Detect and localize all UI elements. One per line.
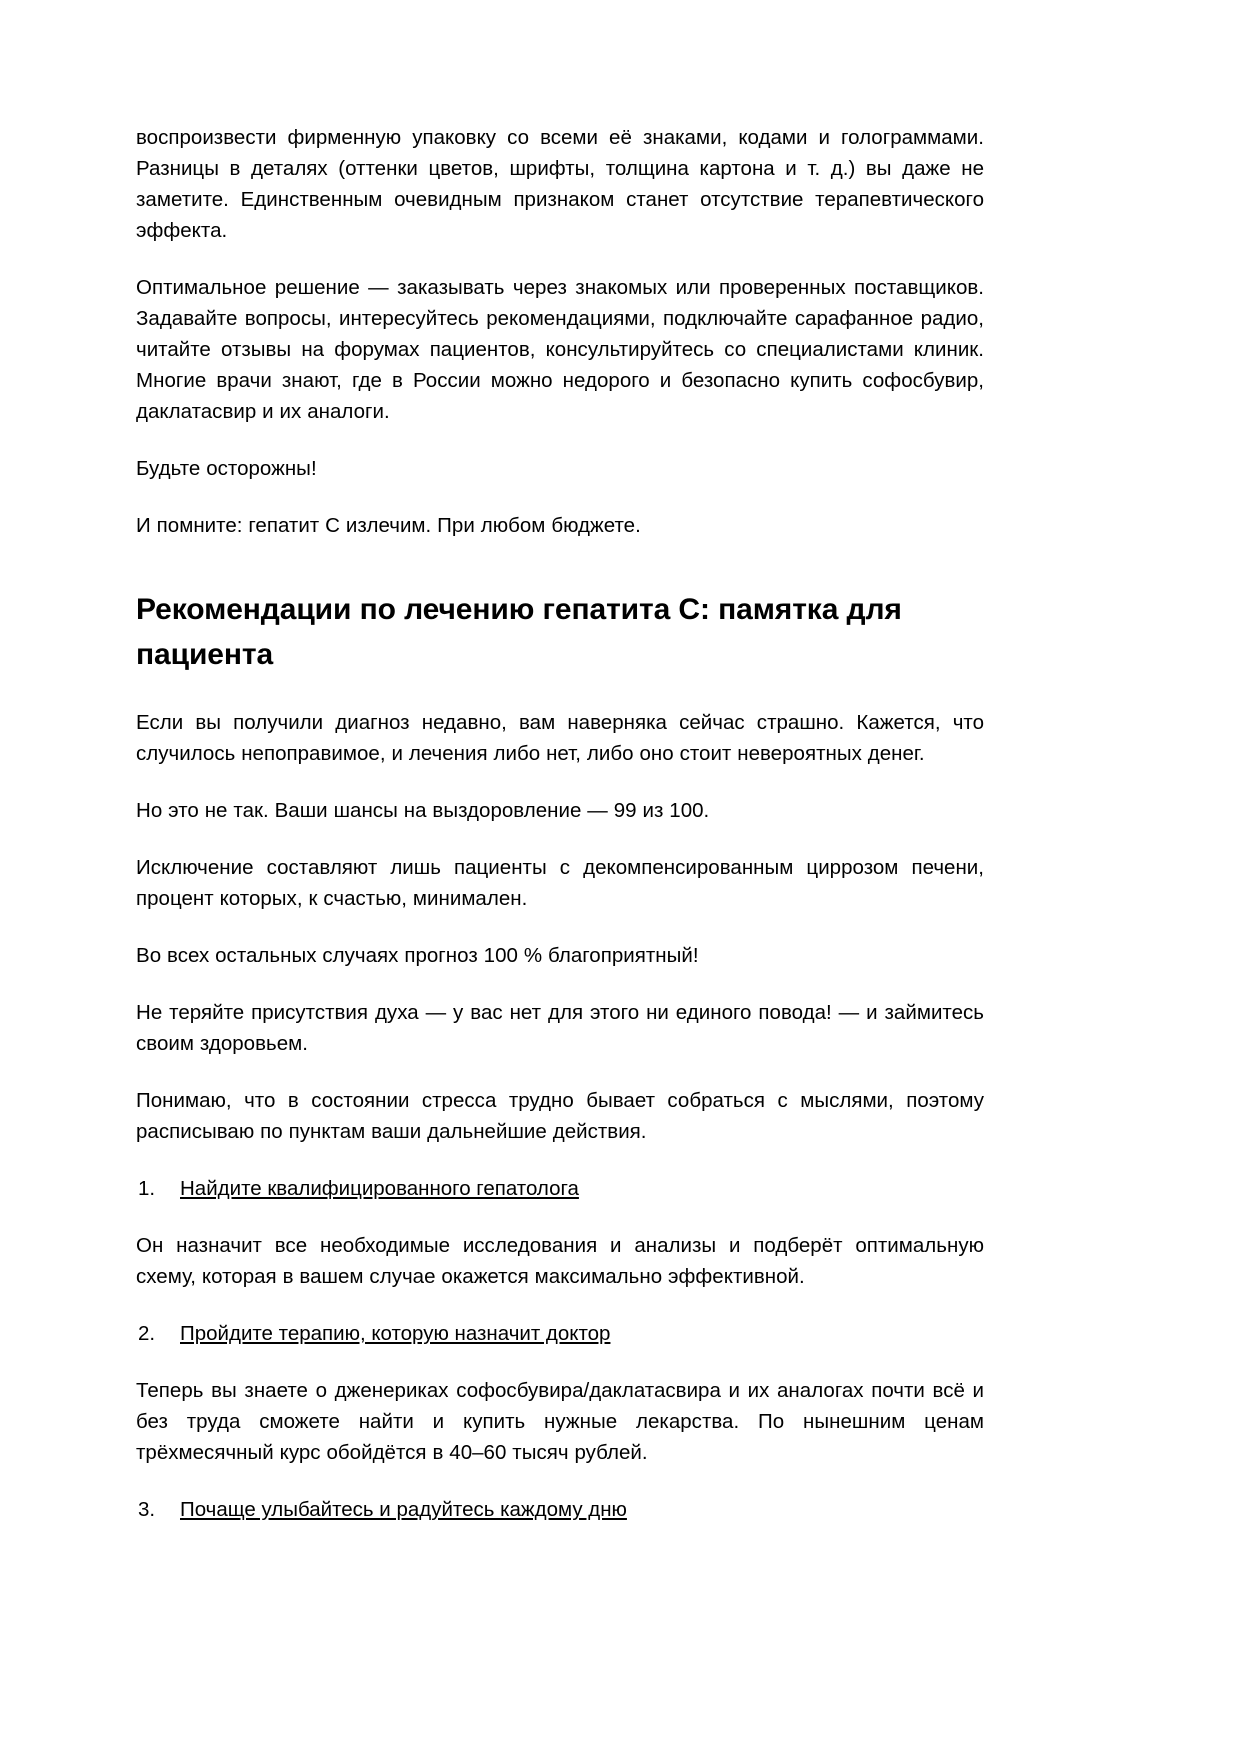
list-item-number: 2. [138,1322,156,1345]
list-item [136,1318,984,1349]
list-item-label: Найдите квалифицированного гепатолога [180,1177,579,1200]
paragraph-doctor-will-prescribe: Он назначит все необходимые исследования и анализы и подберёт оптимальную схему, которая в вашем случае окажется максимально эффективной. [136,1234,984,1288]
paragraph-steps-intro: Понимаю, что в состоянии стресса трудно бывает собраться с мыслями, поэтому расписываю по пунктам ваши дальнейшие действия. [136,1089,984,1143]
document-body [136,122,984,1551]
list-item [136,1173,984,1204]
list-item-label: Почаще улыбайтесь и радуйтесь каждому дню [180,1498,627,1521]
paragraph-keep-spirits-up: Не теряйте присутствия духа — у вас нет для этого ни единого повода! — и займитесь своим здоровьем. [136,1001,984,1055]
paragraph-hepatitis-curable: И помните: гепатит С излечим. При любом бюджете. [136,514,641,537]
paragraph-optimal-solution: Оптимальное решение — заказывать через знакомых или проверенных поставщиков. Задавайте вопросы, интересуйтесь рекомендациями, подключайте сарафанное радио, читайте отзывы на форумах пациентов, консультируйтесь со специалистами клиник. Многие врачи знают, где в России можно недорого и безопасно купить софосбувир, даклатасвир и их аналоги. [136,276,984,423]
paragraph-intro-counterfeit-packaging: воспроизвести фирменную упаковку со всеми её знаками, кодами и голограммами. Разницы в деталях (оттенки цветов, шрифты, толщина картона и т. д.) вы даже не заметите. Единственным очевидным признаком станет отсутствие терапевтического эффекта. [136,126,984,242]
list-item-number: 1. [138,1177,156,1200]
paragraph-be-careful: Будьте осторожны! [136,457,317,480]
step-list-item-2 [136,1318,984,1349]
paragraph-generics-cost: Теперь вы знаете о дженериках софосбувира/даклатасвира и их аналогах почти всё и без труда сможете найти и купить нужные лекарства. По нынешним ценам трёхмесячный курс обойдётся в 40–60 тысяч рублей. [136,1379,984,1464]
list-item [136,1494,984,1525]
paragraph-cirrhosis-exception: Исключение составляют лишь пациенты с декомпенсированным циррозом печени, процент которых, к счастью, минимален. [136,856,984,910]
page-title: Рекомендации по лечению гепатита С: памятка для пациента [136,593,902,671]
paragraph-recovery-chances: Но это не так. Ваши шансы на выздоровление — 99 из 100. [136,799,710,822]
paragraph-recent-diagnosis: Если вы получили диагноз недавно, вам наверняка сейчас страшно. Кажется, что случилось непоправимое, и лечения либо нет, либо оно стоит невероятных денег. [136,711,984,765]
paragraph-favorable-prognosis: Во всех остальных случаях прогноз 100 % благоприятный! [136,944,699,967]
step-list-item-3 [136,1494,984,1525]
list-item-label: Пройдите терапию, которую назначит доктор [180,1322,611,1345]
list-item-number: 3. [138,1498,156,1521]
step-list-item-1 [136,1173,984,1204]
